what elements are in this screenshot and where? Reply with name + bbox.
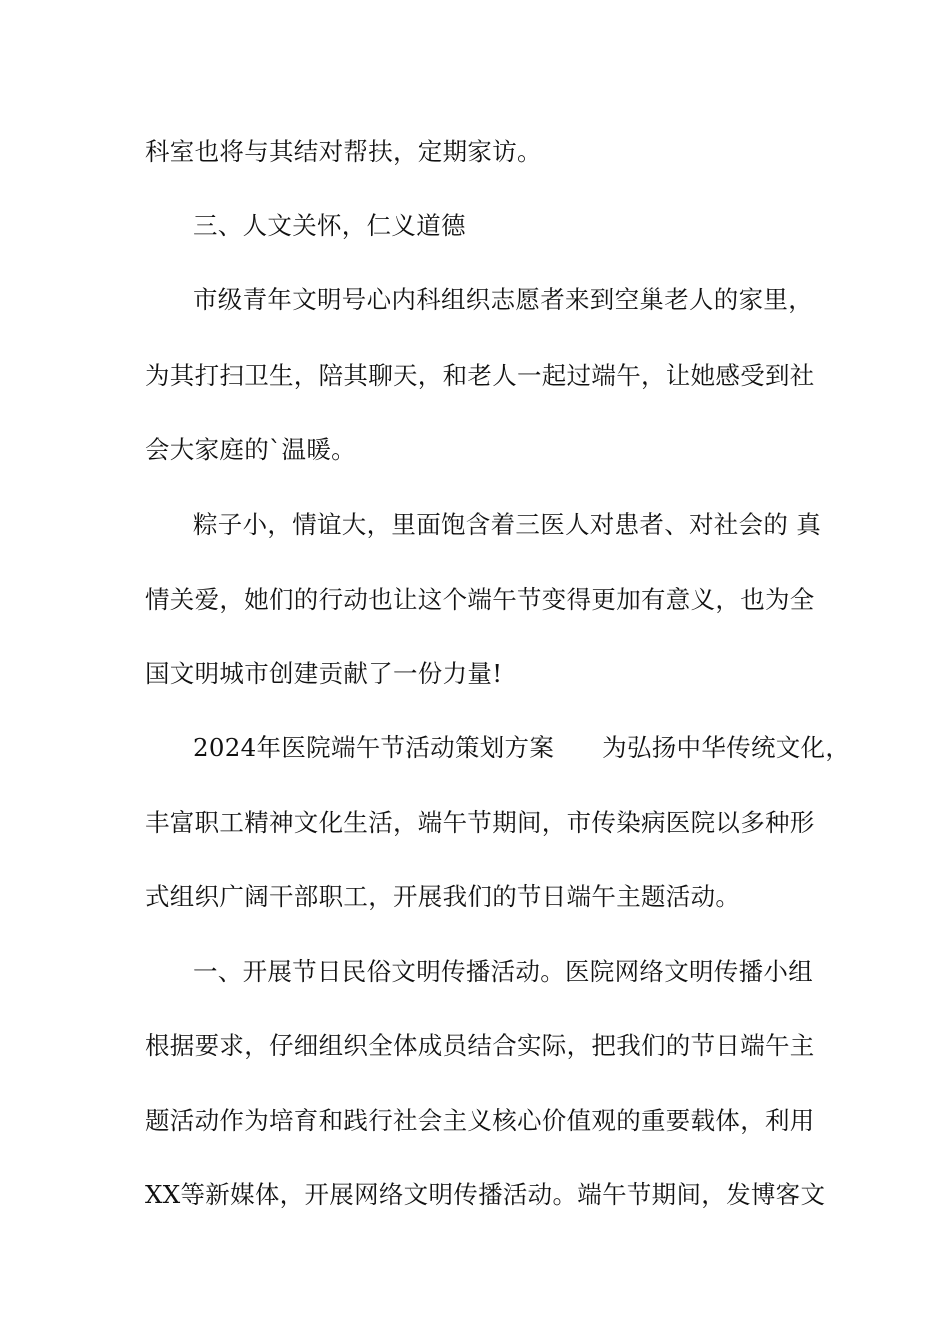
body-text-line: 为其打扫卫生，陪其聊天，和老人一起过端午，让她感受到社 [145,361,815,390]
body-text-line: 式组织广阔干部职工，开展我们的节日端午主题活动。 [145,882,741,911]
title-line [193,733,873,763]
body-text-line: 粽子小，情谊大，里面饱含着三医人对患者、对社会的 真 [193,510,822,539]
body-text-fragment: 为弘扬中华传统文化， [602,733,851,762]
body-text-line: 会大家庭的`温暖。 [145,435,356,464]
body-text-line: XX等新媒体，开展网络文明传播活动。端午节期间，发博客文 [145,1180,826,1209]
body-text-line: 国文明城市创建贡献了一份力量! [145,659,503,688]
body-text-line: 科室也将与其结对帮扶，定期家访。 [145,137,542,166]
plan-title: 2024年医院端午节活动策划方案 [193,733,555,762]
section-heading: 三、人文关怀，仁义道德 [193,211,466,240]
body-text-line: 根据要求，仔细组织全体成员结合实际，把我们的节日端午主 [145,1031,815,1060]
body-text-line: 市级青年文明号心内科组织志愿者来到空巢老人的家里， [193,285,813,314]
body-text-line: 一、开展节日民俗文明传播活动。医院网络文明传播小组 [193,957,813,986]
body-text-line: 丰富职工精神文化生活，端午节期间，市传染病医院以多种形 [145,808,815,837]
body-text-line: 题活动作为培育和践行社会主义核心价值观的重要载体，利用 [145,1106,815,1135]
body-text-line: 情关爱，她们的行动也让这个端午节变得更加有意义，也为全 [145,585,815,614]
